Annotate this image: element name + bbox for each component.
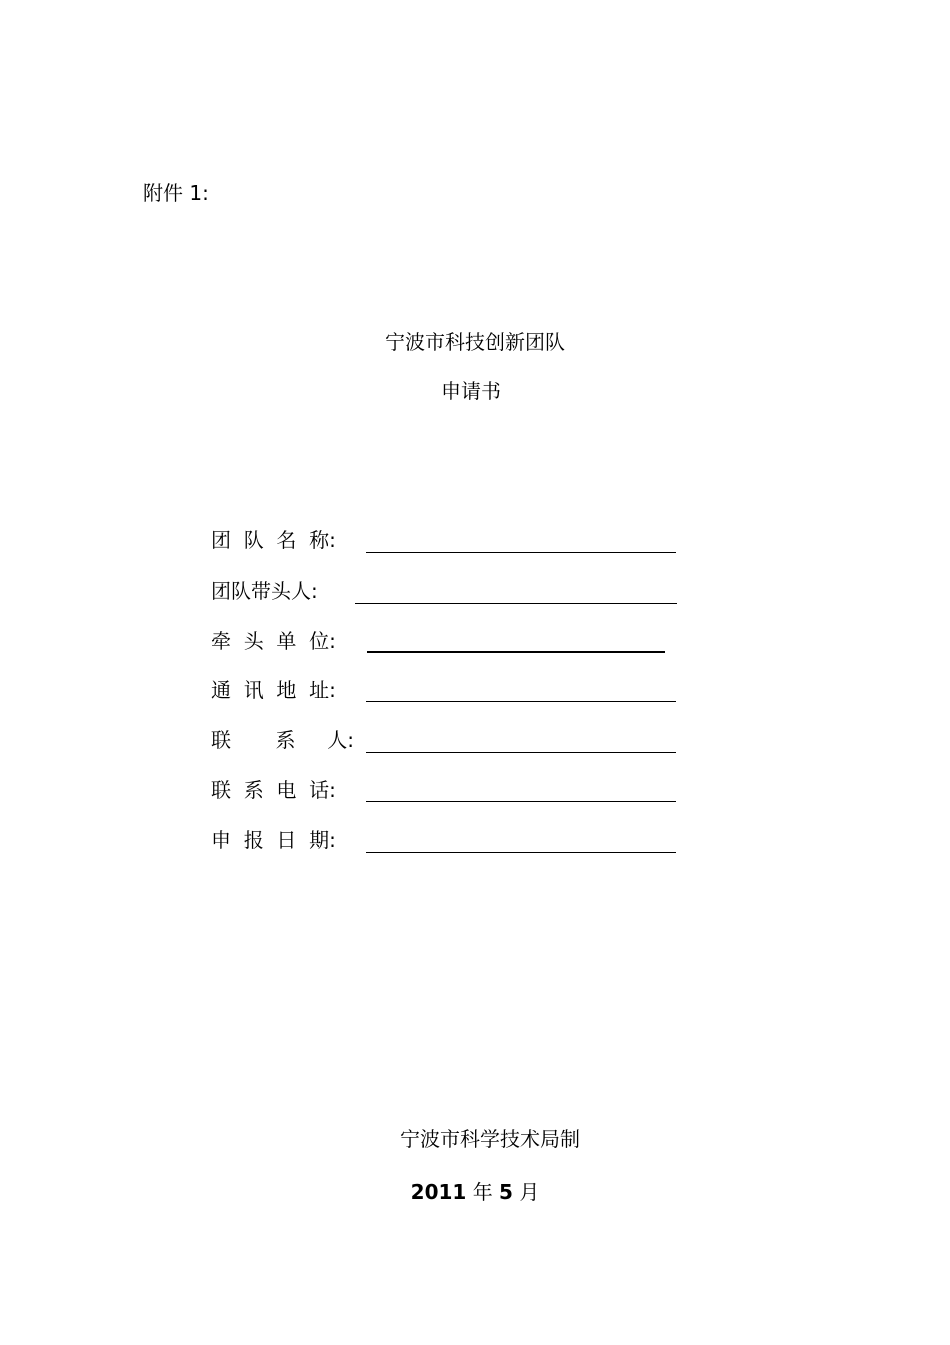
issue-year: 2011 xyxy=(410,1180,467,1204)
field-team-name-line[interactable] xyxy=(366,552,676,553)
document-subtitle: 申请书 xyxy=(441,379,501,403)
issue-year-unit: 年 xyxy=(472,1180,493,1204)
field-lead-unit-line[interactable] xyxy=(367,651,665,653)
issue-month: 5 xyxy=(499,1180,513,1204)
field-team-leader-label: 团队带头人: xyxy=(211,579,318,603)
document-title: 宁波市科技创新团队 xyxy=(385,330,565,354)
field-contact-phone-line[interactable] xyxy=(366,801,676,802)
field-address-line[interactable] xyxy=(366,701,676,702)
field-contact-person-label: 联 系 人: xyxy=(211,728,355,752)
attachment-label: 附件 1: xyxy=(143,181,209,205)
field-lead-unit-label: 牵 头 单 位: xyxy=(211,629,336,653)
issuer: 宁波市科学技术局制 xyxy=(400,1127,580,1151)
field-address-label: 通 讯 地 址: xyxy=(211,678,336,702)
field-team-leader-line[interactable] xyxy=(355,603,677,604)
field-apply-date-label: 申 报 日 期: xyxy=(211,828,336,852)
field-contact-person-line[interactable] xyxy=(366,752,676,753)
field-team-name-label: 团 队 名 称: xyxy=(211,528,336,552)
issue-month-unit: 月 xyxy=(519,1180,540,1204)
field-contact-phone-label: 联 系 电 话: xyxy=(211,778,336,802)
field-apply-date-line[interactable] xyxy=(366,852,676,853)
issue-date xyxy=(0,1179,950,1205)
